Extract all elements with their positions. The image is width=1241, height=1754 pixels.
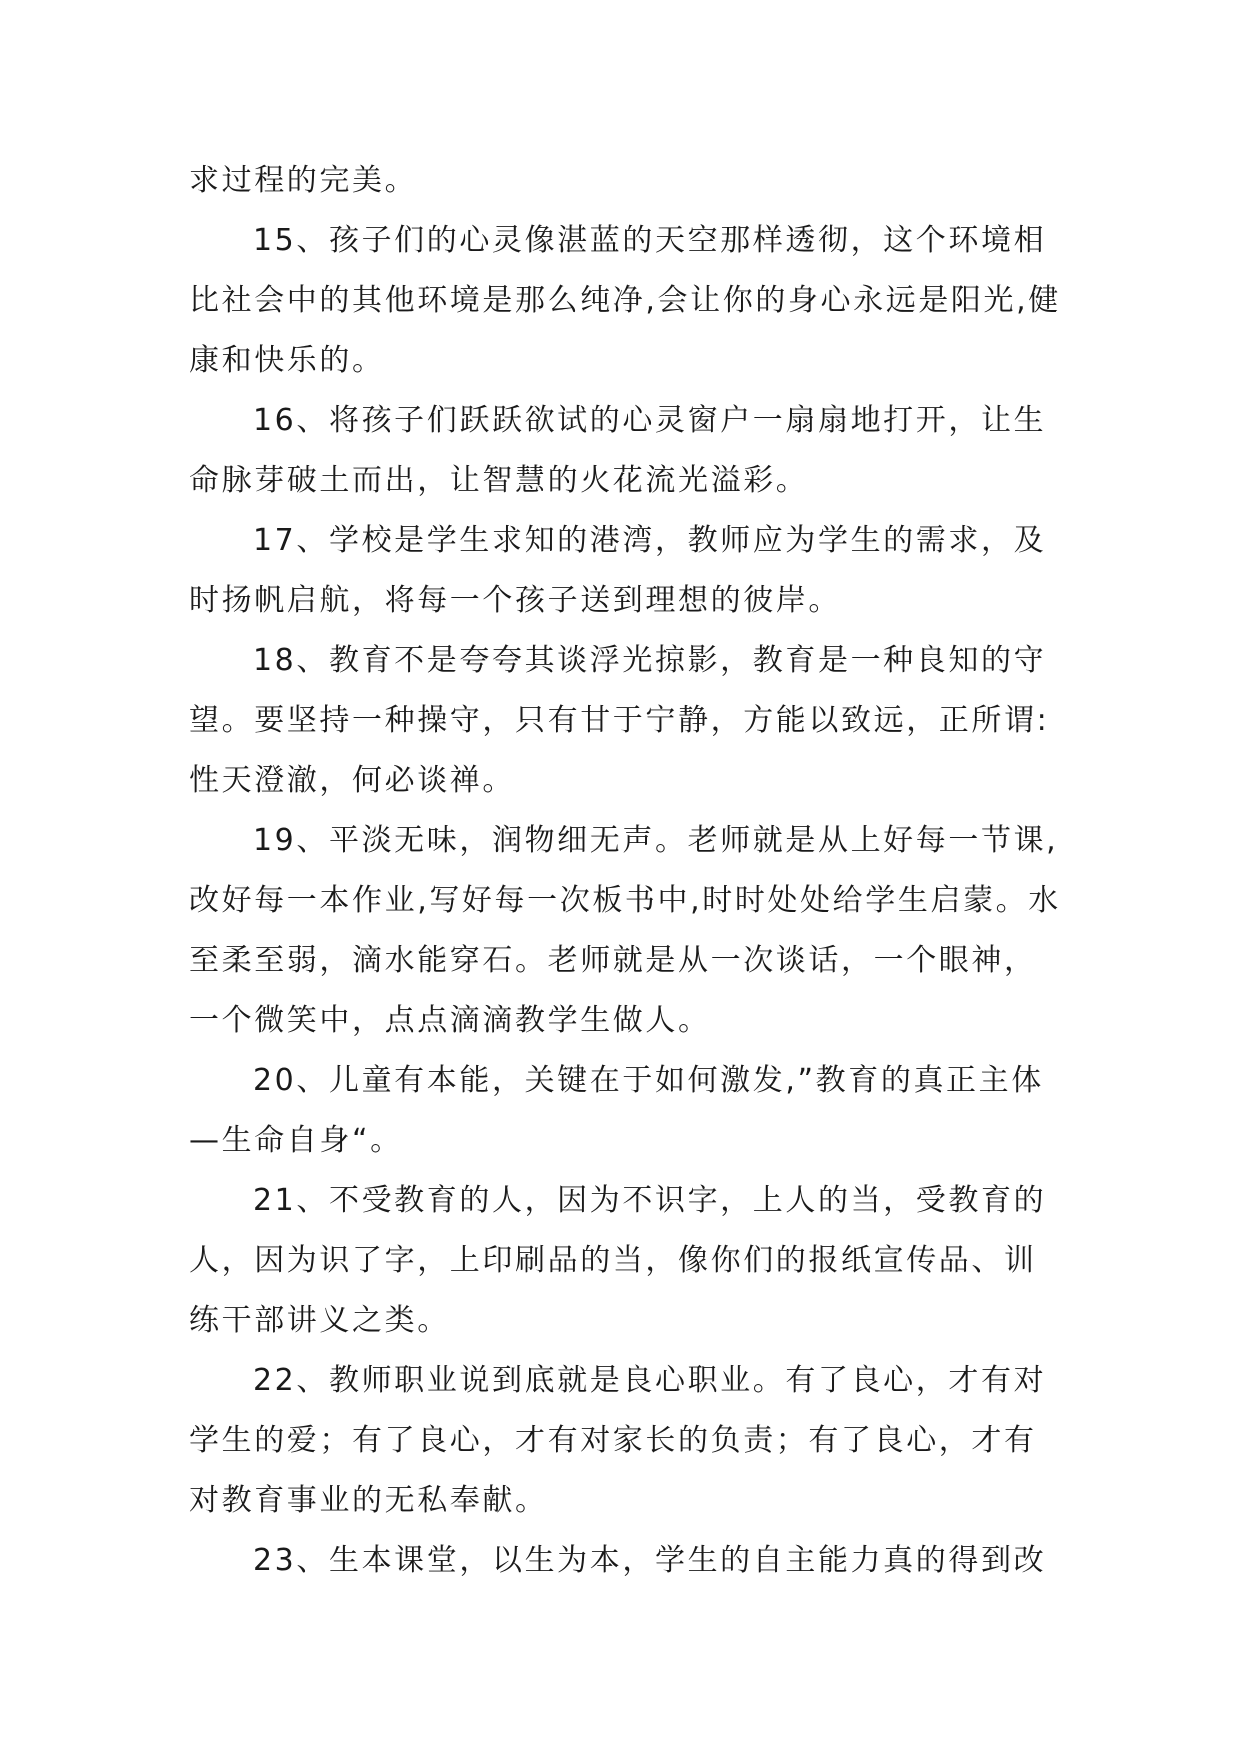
paragraph-21: 21、不受教育的人，因为不识字，上人的当，受教育的人，因为识了字，上印刷品的当，像你们的报纸宣传品、训练干部讲义之类。: [189, 1183, 1047, 1338]
paragraph-17: 17、学校是学生求知的港湾，教师应为学生的需求，及时扬帆启航，将每一个孩子送到理想的彼岸。: [189, 523, 1047, 618]
document-body: [189, 151, 1069, 1591]
paragraph-19: 19、平淡无味，润物细无声。老师就是从上好每一节课,改好每一本作业,写好每一次板书中,时时处处给学生启蒙。水至柔至弱，滴水能穿石。老师就是从一次谈话，一个眼神，一个微笑中，点点滴滴教学生做人。: [189, 823, 1061, 1038]
paragraph-18: 18、教育不是夸夸其谈浮光掠影，教育是一种良知的守望。要坚持一种操守，只有甘于宁静，方能以致远，正所谓:性天澄澈，何必谈禅。: [189, 643, 1050, 798]
paragraph-22: 22、教师职业说到底就是良心职业。有了良心，才有对学生的爱；有了良心，才有对家长的负责；有了良心，才有对教育事业的无私奉献。: [189, 1363, 1047, 1518]
paragraph-14-continuation: 求过程的完美。: [189, 163, 418, 198]
paragraph-15: 15、孩子们的心灵像湛蓝的天空那样透彻，这个环境相比社会中的其他环境是那么纯净,会让你的身心永远是阳光,健康和快乐的。: [189, 223, 1061, 378]
paragraph-16: 16、将孩子们跃跃欲试的心灵窗户一扇扇地打开，让生命脉芽破土而出，让智慧的火花流光溢彩。: [189, 403, 1047, 498]
paragraph-23: 23、生本课堂，以生为本，学生的自主能力真的得到改: [253, 1543, 1047, 1578]
paragraph-20: 20、儿童有本能，关键在于如何激发,”教育的真正主体—生命自身“。: [189, 1063, 1044, 1158]
